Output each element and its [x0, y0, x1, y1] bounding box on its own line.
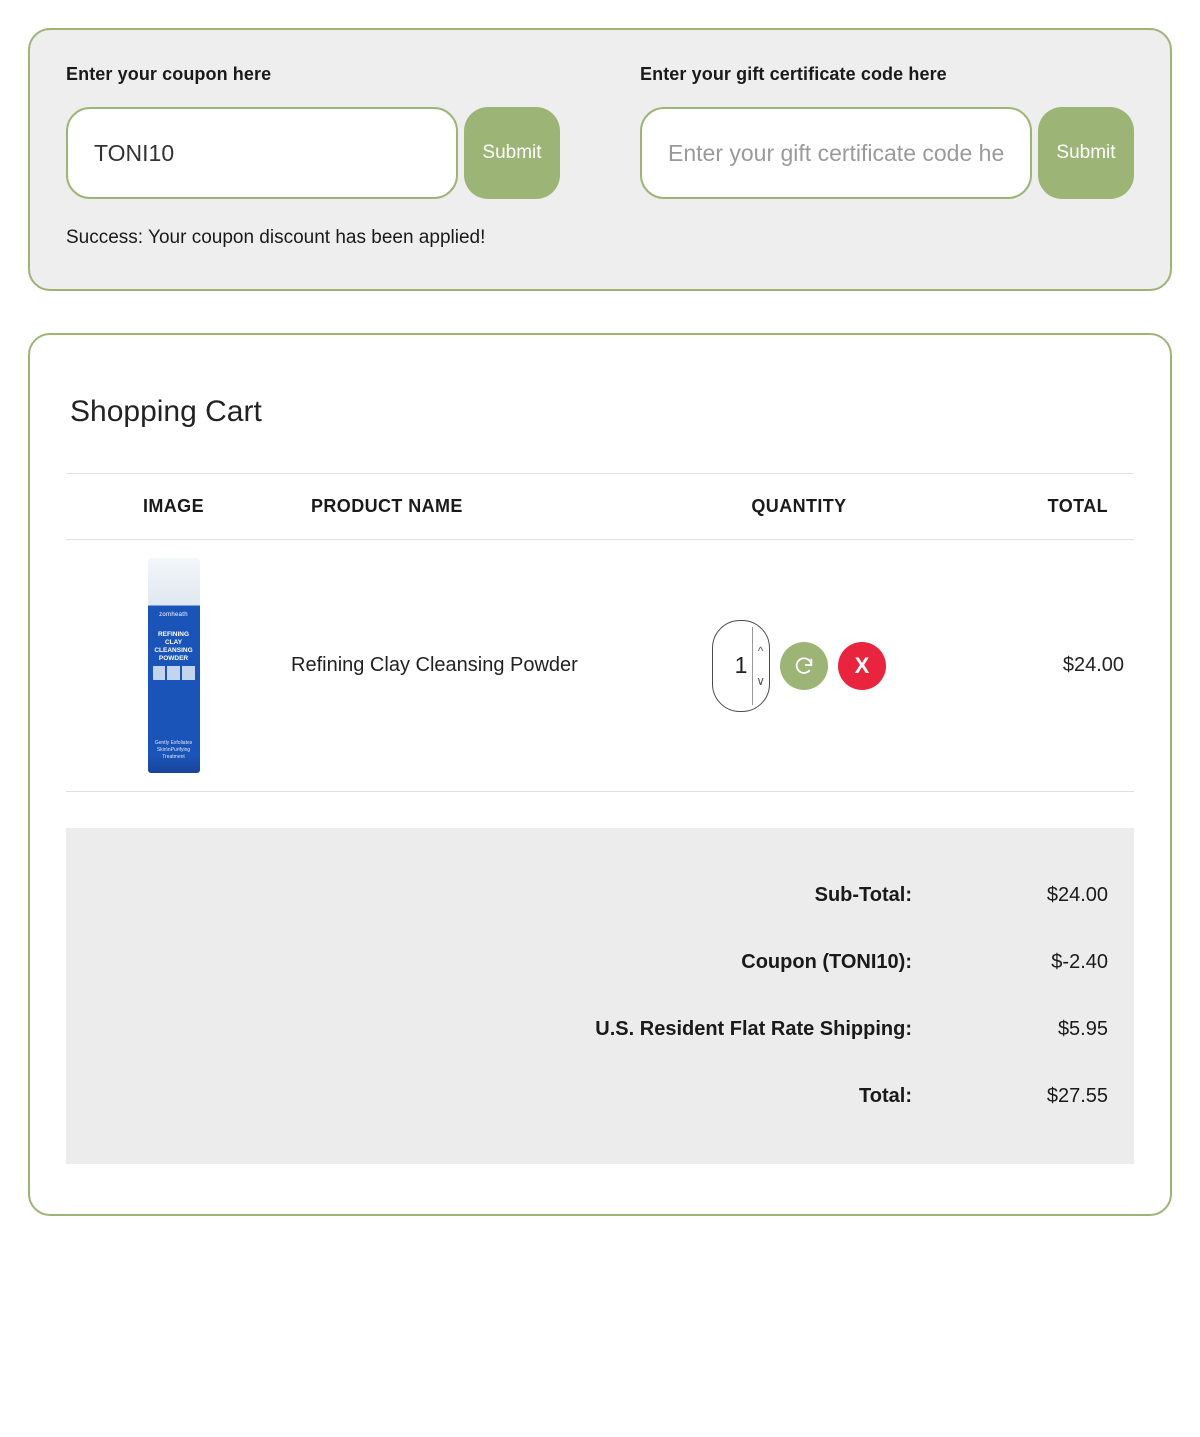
table-row	[66, 540, 1134, 792]
cart-totals	[66, 828, 1134, 1164]
coupon-field-row	[66, 107, 560, 199]
shipping-value: $5.95	[1057, 1018, 1108, 1040]
totals-table	[92, 862, 1108, 1130]
gift-certificate-column	[640, 64, 1134, 199]
thumbnail-bars	[153, 666, 195, 680]
thumbnail-footer-text: Gently Exfoliates Skin\nPurifying Treatment	[154, 740, 193, 760]
totals-row-subtotal	[92, 862, 1108, 929]
quantity-stepper[interactable]	[712, 620, 770, 712]
coupon-column	[66, 64, 560, 199]
chevron-up-icon[interactable]: ^	[757, 643, 764, 658]
update-quantity-button[interactable]	[780, 642, 828, 690]
coupon-success-message: Success: Your coupon discount has been applied!	[66, 227, 486, 248]
quantity-controls	[712, 620, 886, 712]
item-total-cell: $24.00	[964, 540, 1134, 792]
cart-table	[66, 473, 1134, 792]
thumbnail-product-title: REFINING CLAY CLEANSING POWDER	[154, 631, 193, 663]
gift-certificate-submit-button[interactable]: Submit	[1038, 107, 1134, 199]
page-title: Shopping Cart	[70, 395, 262, 428]
gift-certificate-input[interactable]	[640, 107, 1032, 199]
column-header-total: TOTAL	[964, 474, 1134, 540]
grand-total-label: Total:	[859, 1085, 912, 1107]
totals-row-coupon	[92, 929, 1108, 996]
grand-total-value: $27.55	[1046, 1085, 1108, 1107]
totals-row-total	[92, 1063, 1108, 1130]
shopping-cart-panel	[28, 333, 1172, 1216]
column-header-product-name: PRODUCT NAME	[281, 474, 634, 540]
bottle-cap	[148, 558, 200, 605]
thumbnail-brand: zomheath	[159, 611, 188, 618]
remove-item-button[interactable]: X	[838, 642, 886, 690]
product-image-cell	[66, 540, 281, 792]
coupon-label: Enter your coupon here	[66, 64, 272, 84]
refresh-icon	[793, 655, 815, 677]
quantity-value: 1	[734, 652, 748, 678]
coupon-total-value: $-2.40	[1051, 951, 1108, 973]
product-thumbnail[interactable]	[148, 558, 200, 773]
subtotal-label: Sub-Total:	[814, 884, 912, 906]
totals-row-shipping	[92, 996, 1108, 1063]
shipping-label: U.S. Resident Flat Rate Shipping:	[595, 1018, 912, 1040]
gift-certificate-field-row	[640, 107, 1134, 199]
cart-table-header-row	[66, 474, 1134, 540]
quantity-spinner[interactable]	[752, 627, 765, 705]
coupon-columns	[66, 64, 1134, 199]
chevron-down-icon[interactable]: ∨	[756, 673, 765, 688]
coupon-total-label: Coupon (TONI10):	[741, 951, 912, 973]
coupon-panel	[28, 28, 1172, 291]
product-name-cell: Refining Clay Cleansing Powder	[281, 540, 634, 792]
quantity-cell	[634, 540, 964, 792]
column-header-quantity: QUANTITY	[634, 474, 964, 540]
coupon-input[interactable]	[66, 107, 458, 199]
column-header-image: IMAGE	[66, 474, 281, 540]
coupon-submit-button[interactable]: Submit	[464, 107, 560, 199]
gift-certificate-label: Enter your gift certificate code here	[640, 64, 947, 84]
subtotal-value: $24.00	[1046, 884, 1108, 906]
